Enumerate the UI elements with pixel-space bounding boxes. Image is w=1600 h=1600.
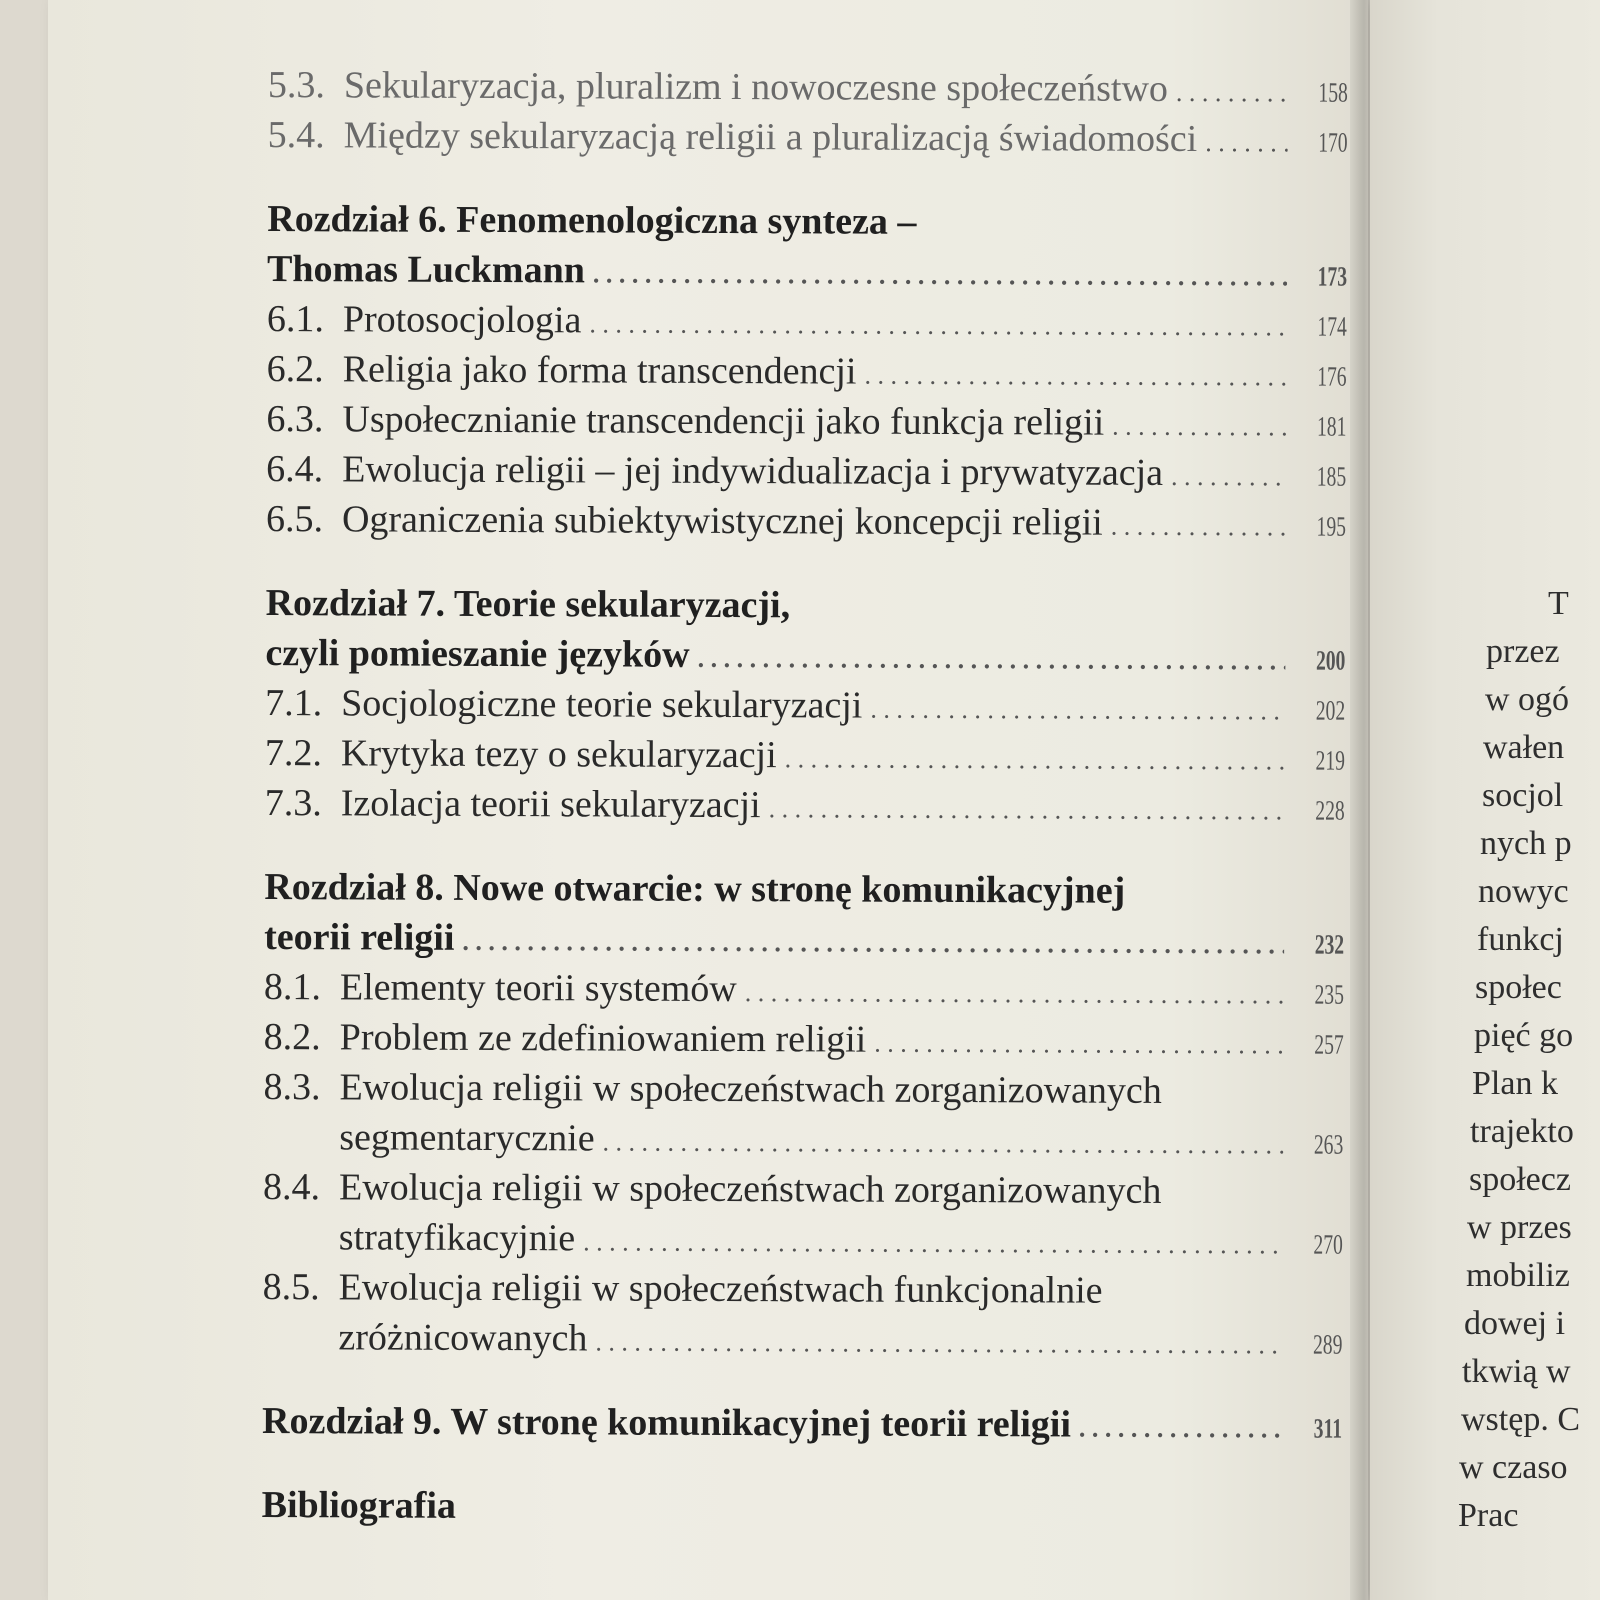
entry-title-line2: segmentarycznie bbox=[339, 1116, 595, 1160]
entry-title: Protosocjologia bbox=[342, 298, 582, 342]
right-page-line: Prac bbox=[1458, 1497, 1519, 1534]
entry-title: Problem ze zdefiniowaniem religii bbox=[339, 1016, 867, 1061]
entry-title: Między sekularyzacją religii a pluralizacją świadomości bbox=[343, 114, 1198, 161]
right-page-line: dowej i bbox=[1464, 1305, 1566, 1342]
entry-page: 263 bbox=[1313, 1129, 1344, 1161]
right-page-line: wstęp. C bbox=[1461, 1401, 1580, 1438]
dot-leader bbox=[698, 634, 1286, 687]
dot-leader bbox=[583, 1217, 1283, 1270]
chapter-title-line1: Rozdział 8. Nowe otwarcie: w stronę komunikacyjnej bbox=[264, 865, 1126, 912]
entry-page: 176 bbox=[1317, 361, 1347, 393]
chapter-9-heading bbox=[262, 1396, 1342, 1451]
dot-leader bbox=[1112, 402, 1286, 453]
dot-leader bbox=[1205, 118, 1288, 168]
chapter-7-heading-cont bbox=[265, 628, 1345, 683]
entry-page: 219 bbox=[1315, 745, 1346, 777]
entry-title-line1: Ewolucja religii w społeczeństwach zorganizowanych bbox=[338, 1166, 1162, 1212]
right-page-line: w ogó bbox=[1485, 681, 1570, 718]
right-page-line: w przes bbox=[1467, 1209, 1572, 1246]
entry-number: 8.1. bbox=[263, 965, 322, 1009]
right-page-line: socjol bbox=[1482, 777, 1564, 814]
entry-page: 158 bbox=[1318, 77, 1348, 109]
entry-page: 289 bbox=[1312, 1329, 1343, 1361]
right-page-line: społecz bbox=[1469, 1161, 1571, 1198]
toc-entry-6-4 bbox=[266, 444, 1346, 499]
entry-page: 181 bbox=[1316, 411, 1347, 443]
entry-title-line1: Ewolucja religii w społeczeństwach zorganizowanych bbox=[339, 1066, 1162, 1112]
entry-number: 7.2. bbox=[264, 731, 323, 775]
toc-entry-7-3 bbox=[265, 778, 1345, 833]
entry-page: 173 bbox=[1317, 261, 1348, 293]
entry-page: 235 bbox=[1314, 979, 1344, 1011]
dot-leader bbox=[602, 1117, 1283, 1170]
right-page-line: Plan k bbox=[1472, 1065, 1558, 1102]
toc-entry-6-3 bbox=[266, 394, 1346, 449]
entry-title: Ewolucja religii – jej indywidualizacja i prywatyzacja bbox=[342, 448, 1164, 494]
toc-entry-5-4 bbox=[268, 110, 1348, 165]
right-page-line: T bbox=[1548, 585, 1569, 622]
entry-page: 270 bbox=[1313, 1229, 1343, 1261]
entry-title: Elementy teorii systemów bbox=[339, 966, 737, 1011]
right-page-line: pięć go bbox=[1474, 1017, 1574, 1054]
toc-entry-8-2 bbox=[264, 1012, 1344, 1067]
toc-entry-7-2 bbox=[265, 728, 1345, 783]
entry-number: 8.3. bbox=[263, 1065, 321, 1109]
entry-page: 232 bbox=[1314, 929, 1345, 961]
dot-leader bbox=[1171, 452, 1286, 503]
dot-leader bbox=[745, 968, 1284, 1020]
right-page-line: nowyc bbox=[1478, 873, 1569, 910]
entry-title: Izolacja teorii sekularyzacji bbox=[340, 782, 761, 827]
toc-entry-8-4-cont bbox=[263, 1212, 1343, 1267]
dot-leader bbox=[595, 1317, 1282, 1370]
entry-page: 195 bbox=[1316, 511, 1347, 543]
dot-leader bbox=[769, 784, 1285, 836]
dot-leader bbox=[870, 685, 1285, 737]
right-page-line: nych p bbox=[1480, 825, 1572, 862]
dot-leader bbox=[1111, 502, 1286, 553]
dot-leader bbox=[1176, 68, 1288, 118]
entry-title: Sekularyzacja, pluralizm i nowoczesne społeczeństwo bbox=[343, 64, 1169, 110]
toc-entry-5-3 bbox=[268, 60, 1348, 115]
entry-title-line1: Ewolucja religii w społeczeństwach funkcjonalnie bbox=[338, 1266, 1103, 1312]
dot-leader bbox=[1079, 1404, 1282, 1455]
chapter-6-heading bbox=[267, 194, 1347, 249]
entry-number: 7.3. bbox=[264, 781, 322, 825]
entry-number: 6.5. bbox=[265, 497, 324, 541]
toc-entry-6-2 bbox=[267, 344, 1347, 399]
dot-leader bbox=[593, 249, 1287, 302]
entry-page: 185 bbox=[1316, 461, 1347, 493]
entry-page: 257 bbox=[1314, 1029, 1344, 1061]
right-page-line: przez bbox=[1486, 633, 1560, 670]
entry-number: 6.4. bbox=[266, 447, 324, 491]
entry-number: 5.3. bbox=[267, 63, 325, 107]
entry-page: 228 bbox=[1315, 795, 1345, 827]
entry-number: 6.1. bbox=[266, 297, 324, 341]
entry-page: 170 bbox=[1318, 127, 1348, 159]
chapter-6-heading-cont bbox=[267, 244, 1347, 299]
entry-title: Uspołecznianie transcendencji jako funkcja religii bbox=[342, 398, 1105, 444]
dot-leader bbox=[589, 299, 1287, 352]
chapter-8-heading-cont bbox=[264, 912, 1344, 967]
toc-entry-8-4 bbox=[263, 1162, 1343, 1217]
dot-leader bbox=[785, 734, 1285, 786]
bibliography-title: Bibliografia bbox=[261, 1483, 457, 1527]
entry-number: 7.1. bbox=[265, 681, 323, 725]
entry-page: 174 bbox=[1317, 311, 1347, 343]
toc-entry-8-3-cont bbox=[263, 1112, 1343, 1167]
toc-entry-6-1 bbox=[267, 294, 1347, 349]
entry-title: Krytyka tezy o sekularyzacji bbox=[340, 732, 777, 777]
chapter-title-line2: Thomas Luckmann bbox=[266, 247, 586, 292]
toc-entry-7-1 bbox=[265, 678, 1345, 733]
entry-number: 6.2. bbox=[266, 347, 324, 391]
table-of-contents bbox=[262, 60, 1348, 1535]
toc-entry-8-5 bbox=[263, 1262, 1343, 1317]
right-page-line: wałen bbox=[1483, 729, 1565, 766]
right-page-line: społec bbox=[1475, 969, 1562, 1006]
dot-leader bbox=[462, 917, 1284, 971]
entry-number: 8.2. bbox=[263, 1015, 321, 1059]
entry-page: 200 bbox=[1315, 645, 1346, 677]
entry-number: 5.4. bbox=[267, 113, 325, 157]
right-page-line: funkcj bbox=[1477, 921, 1564, 958]
entry-number: 8.4. bbox=[262, 1165, 321, 1209]
right-page-line: tkwią w bbox=[1462, 1353, 1571, 1390]
chapter-title-line1: Rozdział 7. Teorie sekularyzacji, bbox=[265, 581, 791, 627]
bibliography-heading bbox=[262, 1480, 1342, 1535]
right-page-line: trajekto bbox=[1470, 1113, 1574, 1150]
entry-page: 202 bbox=[1315, 695, 1346, 727]
entry-page: 311 bbox=[1313, 1413, 1343, 1445]
toc-entry-8-3 bbox=[263, 1062, 1343, 1117]
entry-number: 6.3. bbox=[266, 397, 324, 441]
chapter-title-line2: czyli pomieszanie języków bbox=[265, 631, 690, 676]
dot-leader bbox=[864, 351, 1286, 403]
entry-title: Socjologiczne teorie sekularyzacji bbox=[341, 682, 863, 727]
chapter-title-line2: teorii religii bbox=[264, 915, 455, 959]
right-page-line: mobiliz bbox=[1466, 1257, 1570, 1294]
entry-number: 8.5. bbox=[262, 1265, 320, 1309]
chapter-title: Rozdział 9. W stronę komunikacyjnej teorii religii bbox=[261, 1399, 1072, 1446]
entry-title: Religia jako forma transcendencji bbox=[342, 348, 857, 393]
entry-title-line2: zróżnicowanych bbox=[338, 1316, 588, 1360]
dot-leader bbox=[874, 1019, 1284, 1071]
entry-title: Ograniczenia subiektywistycznej koncepcji religii bbox=[341, 498, 1103, 544]
toc-entry-8-5-cont bbox=[262, 1312, 1342, 1367]
right-page-line: w czaso bbox=[1459, 1449, 1568, 1486]
entry-title-line2: stratyfikacyjnie bbox=[338, 1216, 576, 1260]
toc-entry-8-1 bbox=[264, 962, 1344, 1017]
chapter-8-heading bbox=[264, 862, 1344, 917]
chapter-title-line1: Rozdział 6. Fenomenologiczna synteza – bbox=[267, 197, 917, 243]
toc-entry-6-5 bbox=[266, 494, 1346, 549]
chapter-7-heading bbox=[266, 578, 1346, 633]
